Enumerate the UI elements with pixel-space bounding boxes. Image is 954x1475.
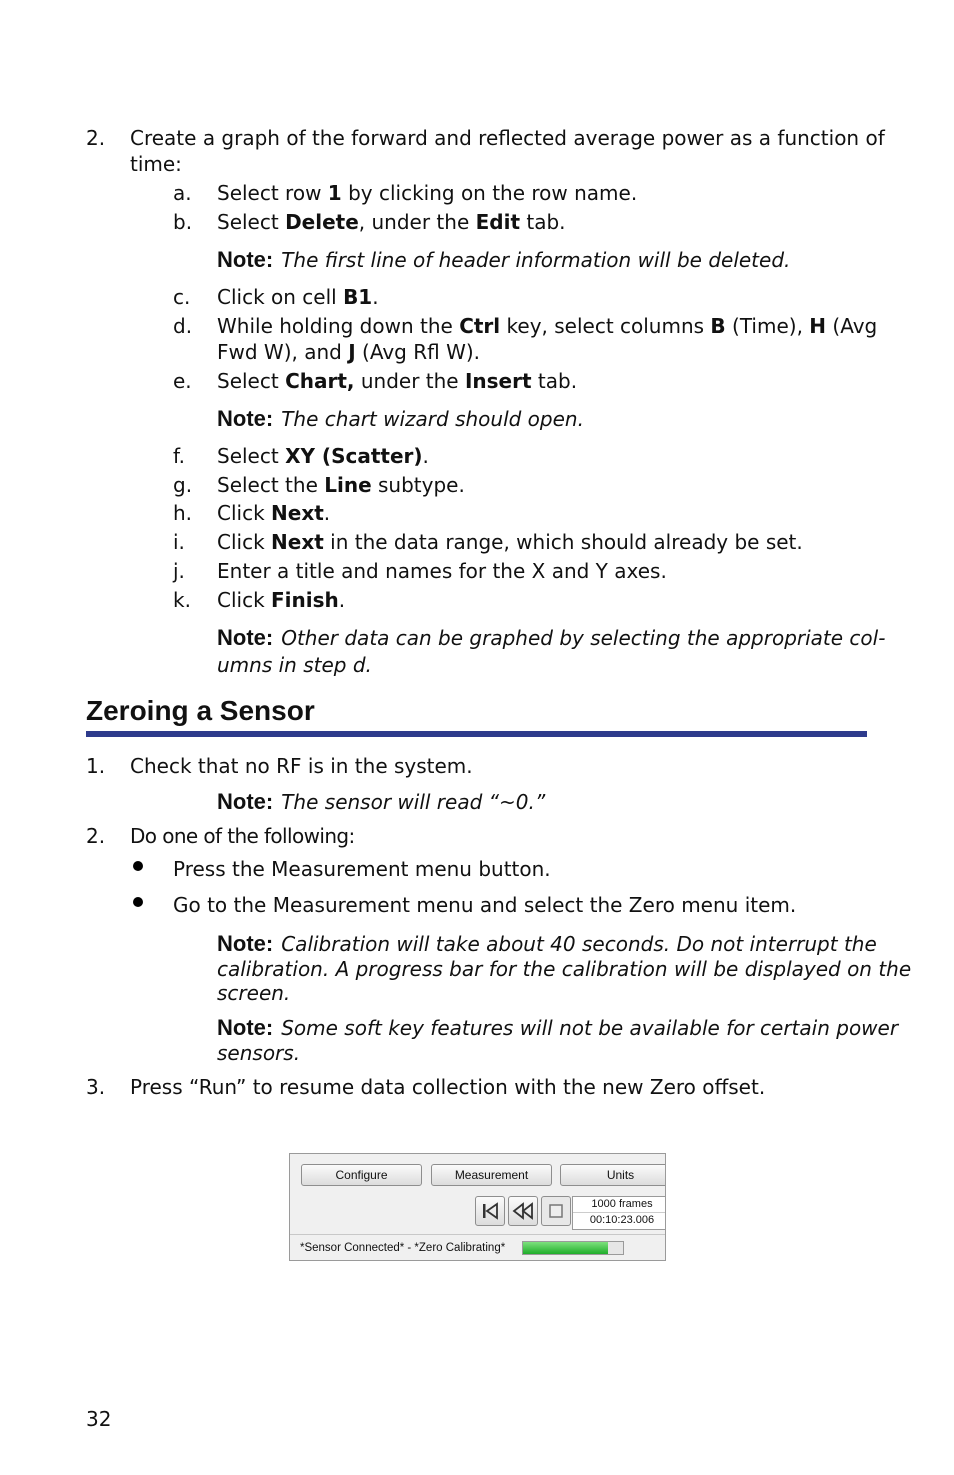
note	[217, 407, 584, 431]
status-bar	[290, 1234, 665, 1260]
section-heading: Zeroing a Sensor	[86, 695, 315, 726]
step-number: 2.	[86, 126, 106, 150]
substep-label: e.	[173, 369, 192, 393]
note	[217, 626, 885, 650]
units-button[interactable]: Units	[560, 1164, 666, 1186]
note	[217, 932, 877, 956]
note-text: Other data can be graphed by selecting the appropriate col-	[281, 626, 886, 650]
substep-k: Click Finish.	[217, 588, 346, 612]
substep-c: Click on cell B1.	[217, 285, 379, 309]
note-label: Note:	[217, 625, 274, 650]
bullet	[133, 897, 143, 907]
bullet-text: Go to the Measurement menu and select the Zero menu item.	[173, 893, 797, 917]
substep-label: a.	[173, 181, 192, 205]
note-text: Some soft key features will not be available for certain power	[281, 1016, 899, 1040]
note-cont: screen.	[217, 981, 291, 1005]
note-cont: sensors.	[217, 1041, 301, 1065]
substep-d: While holding down the Ctrl key, select columns B (Time), H (Avg	[217, 314, 878, 338]
stop-icon[interactable]	[541, 1196, 571, 1226]
note-text: Calibration will take about 40 seconds. Do not interrupt the	[281, 932, 877, 956]
note-label: Note:	[217, 931, 274, 956]
substep-label: i.	[173, 530, 185, 554]
note-text: The sensor will read “~0.”	[281, 790, 546, 814]
status-text: *Sensor Connected* - *Zero Calibrating*	[300, 1242, 506, 1254]
step-text-cont: time:	[130, 152, 182, 176]
substep-label: b.	[173, 210, 193, 234]
substep-label: h.	[173, 501, 193, 525]
step-number: 2.	[86, 824, 106, 848]
step-number: 3.	[86, 1075, 106, 1099]
heading-rule	[86, 731, 867, 737]
note-cont: calibration. A progress bar for the calibration will be displayed on the	[217, 957, 912, 981]
substep-label: f.	[173, 444, 185, 468]
substep-a: Select row 1 by clicking on the row name.	[217, 181, 638, 205]
note-label: Note:	[217, 247, 274, 272]
bullet	[133, 861, 143, 871]
substep-label: g.	[173, 473, 193, 497]
note-cont: umns in step d.	[217, 653, 372, 677]
substep-label: k.	[173, 588, 191, 612]
elapsed-time: 00:10:23.006	[573, 1212, 666, 1228]
substep-e: Select Chart, under the Insert tab.	[217, 369, 578, 393]
step-number: 1.	[86, 754, 106, 778]
page-number: 32	[86, 1407, 112, 1431]
note	[217, 790, 545, 814]
frames-readout	[572, 1196, 666, 1230]
substep-g: Select the Line subtype.	[217, 473, 465, 497]
step-text: Create a graph of the forward and reflected average power as a function of	[130, 126, 885, 150]
substep-h: Click Next.	[217, 501, 331, 525]
substep-d-cont: Fwd W), and J (Avg Rfl W).	[217, 340, 481, 364]
substep-i: Click Next in the data range, which should already be set.	[217, 530, 803, 554]
substep-b: Select Delete, under the Edit tab.	[217, 210, 566, 234]
progress-fill	[523, 1242, 608, 1254]
note-label: Note:	[217, 1015, 274, 1040]
step-text: Do one of the following:	[130, 824, 355, 848]
substep-label: j.	[173, 559, 185, 583]
step-text: Press “Run” to resume data collection with the new Zero offset.	[130, 1075, 766, 1099]
note	[217, 1016, 898, 1040]
step-text: Check that no RF is in the system.	[130, 754, 473, 778]
measurement-button[interactable]: Measurement	[431, 1164, 552, 1186]
rewind-icon[interactable]	[508, 1196, 538, 1226]
configure-button[interactable]: Configure	[301, 1164, 422, 1186]
frames-count: 1000 frames	[591, 1198, 653, 1210]
calibration-progress-bar	[522, 1241, 624, 1255]
substep-f: Select XY (Scatter).	[217, 444, 429, 468]
note-text: The chart wizard should open.	[281, 407, 584, 431]
note-label: Note:	[217, 789, 274, 814]
note-text: The first line of header information will be deleted.	[281, 248, 791, 272]
note-label: Note:	[217, 406, 274, 431]
skip-to-start-icon[interactable]	[475, 1196, 505, 1226]
note	[217, 248, 790, 272]
bullet-text: Press the Measurement menu button.	[173, 857, 551, 881]
substep-label: d.	[173, 314, 193, 338]
app-screenshot	[289, 1153, 666, 1261]
substep-label: c.	[173, 285, 191, 309]
substep-j: Enter a title and names for the X and Y axes.	[217, 559, 667, 583]
